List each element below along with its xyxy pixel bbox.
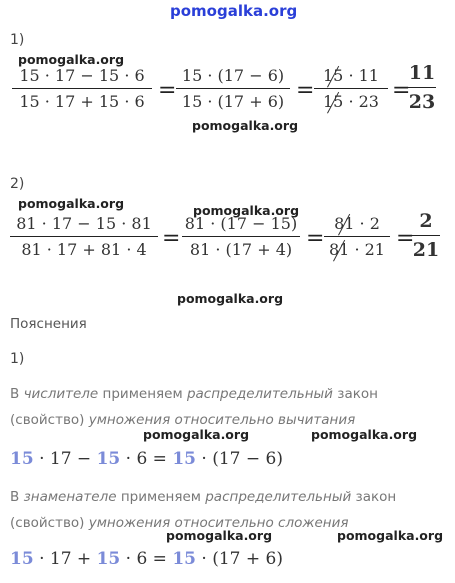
text: · (17 + 6) xyxy=(196,549,283,569)
text: · 6 = xyxy=(120,449,173,469)
cancelled-factor: 81 xyxy=(334,214,355,233)
text: (свойство) xyxy=(10,412,89,428)
explanation-1-line-1 xyxy=(10,386,378,402)
fraction-bar xyxy=(12,88,152,89)
numerator xyxy=(314,66,388,85)
numerator: 81 · 17 − 15 · 81 xyxy=(16,214,152,233)
explanations-title: Пояснения xyxy=(10,316,87,332)
text: умножения относительно вычитания xyxy=(88,412,356,428)
text: применяем xyxy=(116,489,206,505)
equals-sign: = xyxy=(392,78,411,103)
numerator: 11 xyxy=(408,62,436,84)
numerator: 15 · 17 − 15 · 6 xyxy=(19,66,145,85)
text: В xyxy=(10,386,24,402)
p1-fraction-2 xyxy=(176,66,290,111)
factor: · 21 xyxy=(349,240,385,259)
p2-fraction-1 xyxy=(10,214,158,259)
denominator: 15 · 17 + 15 · 6 xyxy=(19,92,145,111)
cancelled-factor: 81 xyxy=(329,240,350,259)
common-factor: 15 xyxy=(172,549,197,569)
text: · 17 − xyxy=(33,449,97,469)
p2-result-fraction xyxy=(412,210,440,261)
watermark: pomogalka.org xyxy=(193,203,300,218)
common-factor: 15 xyxy=(96,449,121,469)
common-factor: 15 xyxy=(96,549,121,569)
text: закон xyxy=(351,489,397,505)
problem-2-label: 2) xyxy=(10,176,25,192)
fraction-bar xyxy=(182,236,300,237)
p2-fraction-3 xyxy=(324,214,390,259)
denominator: 15 · (17 + 6) xyxy=(181,92,285,111)
watermark: pomogalka.org xyxy=(18,196,125,211)
watermark: pomogalka.org xyxy=(177,291,284,306)
numerator: 2 xyxy=(419,210,433,232)
factor: · 2 xyxy=(354,214,380,233)
text: · (17 − 6) xyxy=(196,449,283,469)
equals-sign: = xyxy=(296,78,315,103)
common-factor: 15 xyxy=(10,449,34,469)
cancelled-factor: 15 xyxy=(323,92,344,111)
watermark: pomogalka.org xyxy=(166,528,273,543)
numerator: 81 · (17 − 15) xyxy=(184,214,298,233)
fraction-bar xyxy=(176,88,290,89)
denominator: 21 xyxy=(412,239,440,261)
text: числителе xyxy=(23,386,99,402)
text: распределительный xyxy=(205,489,352,505)
text: закон xyxy=(332,386,378,402)
p1-fraction-1 xyxy=(12,66,152,111)
text: · 6 = xyxy=(120,549,173,569)
cancelled-factor: 15 xyxy=(323,66,344,85)
equals-sign: = xyxy=(396,226,415,251)
explanation-1-line-2 xyxy=(10,412,355,428)
fraction-bar xyxy=(324,236,390,237)
watermark: pomogalka.org xyxy=(337,528,444,543)
watermark: pomogalka.org xyxy=(192,118,299,133)
fraction-bar xyxy=(10,236,158,237)
explanation-1-label: 1) xyxy=(10,351,25,367)
text: распределительный xyxy=(186,386,333,402)
equals-sign: = xyxy=(306,226,325,251)
denominator: 81 · (17 + 4) xyxy=(189,240,293,259)
common-factor: 15 xyxy=(172,449,197,469)
watermark-top[interactable]: pomogalka.org xyxy=(170,2,298,20)
watermark: pomogalka.org xyxy=(311,427,418,442)
watermark: pomogalka.org xyxy=(18,52,125,67)
factor: · 23 xyxy=(343,92,379,111)
text: (свойство) xyxy=(10,515,89,531)
text: применяем xyxy=(98,386,187,402)
watermark: pomogalka.org xyxy=(143,427,250,442)
denominator xyxy=(324,240,390,259)
text: В xyxy=(10,489,24,505)
explanation-2-expression xyxy=(10,549,283,569)
equals-sign: = xyxy=(158,78,177,103)
fraction-bar xyxy=(314,88,388,89)
text: · 17 + xyxy=(33,549,97,569)
fraction-bar xyxy=(408,87,436,88)
text: знаменателе xyxy=(23,489,117,505)
equals-sign: = xyxy=(162,226,181,251)
explanation-2-line-1 xyxy=(10,489,396,505)
problem-1-label: 1) xyxy=(10,32,25,48)
common-factor: 15 xyxy=(10,549,34,569)
numerator xyxy=(324,214,390,233)
p1-result-fraction xyxy=(408,62,436,113)
denominator xyxy=(314,92,388,111)
factor: · 11 xyxy=(343,66,379,85)
denominator: 81 · 17 + 81 · 4 xyxy=(21,240,147,259)
p2-fraction-2 xyxy=(182,214,300,259)
text: умножения относительно сложения xyxy=(88,515,349,531)
numerator: 15 · (17 − 6) xyxy=(181,66,285,85)
explanation-1-expression xyxy=(10,449,283,469)
p1-fraction-3 xyxy=(314,66,388,111)
denominator: 23 xyxy=(408,91,436,113)
fraction-bar xyxy=(412,235,440,236)
